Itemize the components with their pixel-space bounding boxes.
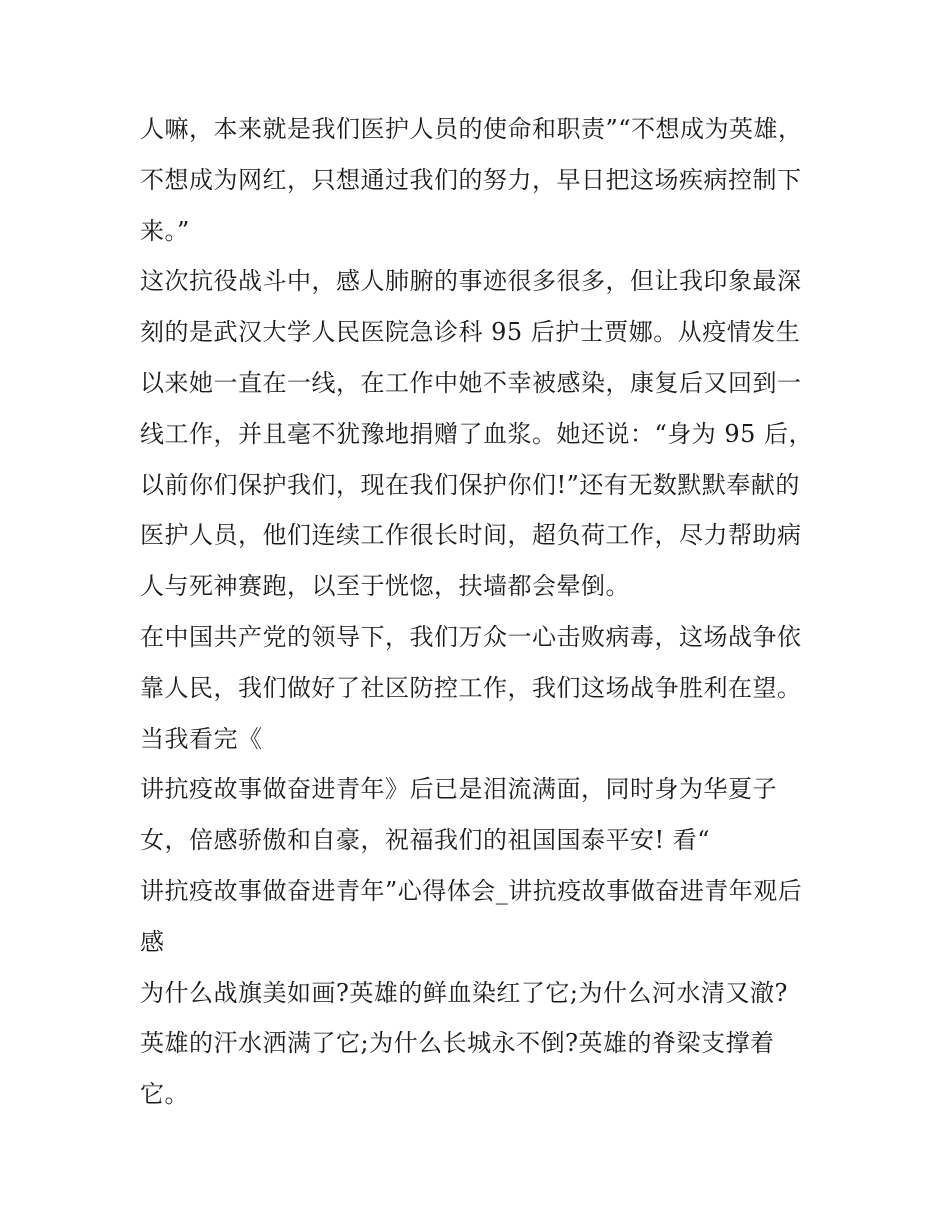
text-line: 线工作，并且毫不犹豫地捐赠了血浆。她还说：“身为 95 后， <box>140 419 814 448</box>
text-line: 医护人员，他们连续工作很长时间，超负荷工作，尽力帮助病 <box>140 521 802 550</box>
text-line: 讲抗疫故事做奋进青年”心得体会_讲抗疫故事做奋进青年观后 <box>140 876 803 905</box>
text-line: 它。 <box>140 1080 189 1109</box>
text-line: 不想成为网红，只想通过我们的努力，早日把这场疾病控制下 <box>140 165 802 194</box>
text-line: 英雄的汗水洒满了它;为什么长城永不倒?英雄的脊梁支撑着 <box>140 1029 775 1058</box>
text-line: 人嘛，本来就是我们医护人员的使命和职责”“不想成为英雄， <box>140 115 803 143</box>
text-line: 在中国共产党的领导下，我们万众一心击败病毒，这场战争依 <box>140 622 802 651</box>
text-line: 靠人民，我们做好了社区防控工作，我们这场战争胜利在望。 <box>140 673 802 702</box>
text-line: 当我看完《 <box>140 724 263 753</box>
text-line: 女，倍感骄傲和自豪，祝福我们的祖国国泰平安! 看“ <box>140 826 711 855</box>
text-line: 为什么战旗美如画?英雄的鲜血染红了它;为什么河水清又澈? <box>140 978 788 1007</box>
text-line: 人与死神赛跑，以至于恍惚，扶墙都会晕倒。 <box>140 572 630 601</box>
text-line: 刻的是武汉大学人民医院急诊科 95 后护士贾娜。从疫情发生 <box>140 318 801 347</box>
text-line: 以前你们保护我们，现在我们保护你们!”还有无数默默奉献的 <box>140 470 800 499</box>
text-line: 感 <box>140 927 165 956</box>
text-line: 来。” <box>140 216 190 245</box>
document-body <box>140 104 820 1120</box>
text-line: 这次抗役战斗中，感人肺腑的事迹很多很多，但让我印象最深 <box>140 267 802 296</box>
text-line: 以来她一直在一线，在工作中她不幸被感染，康复后又回到一 <box>140 368 802 397</box>
text-line: 讲抗疫故事做奋进青年》后已是泪流满面，同时身为华夏子 <box>140 775 777 804</box>
